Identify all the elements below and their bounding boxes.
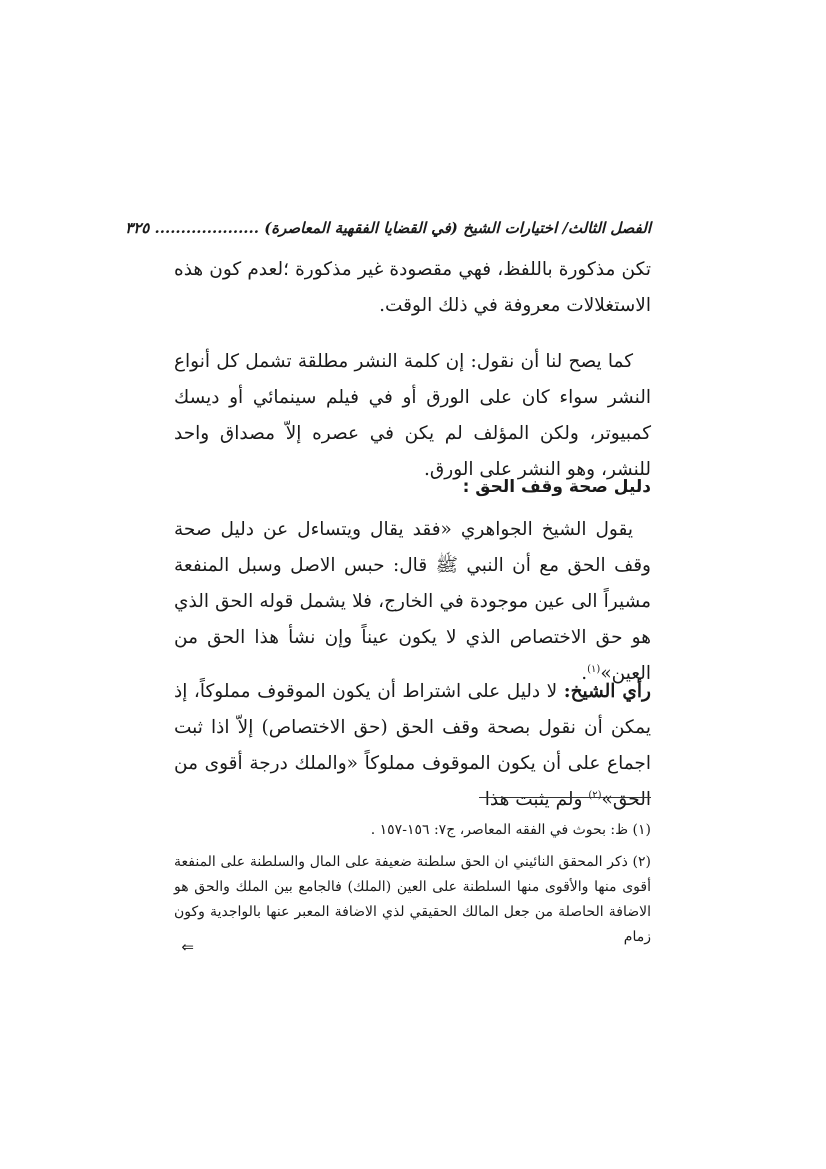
section-heading: دليل صحة وقف الحق : (462, 477, 651, 497)
paragraph-continuation: تكن مذكورة باللفظ، فهي مقصودة غير مذكورة ؛لعدم كون هذه الاستغلالات معروفة في ذلك الوقت. (174, 259, 651, 316)
running-header: الفصل الثالث/ اختيارات الشيخ (في القضايا الفقهية المعاصرة) .................... ٣٢٥ (125, 219, 651, 237)
opinion-text-a: لا دليل على اشتراط أن يكون الموقوف مملوكاً، إذ يمكن أن نقول بصحة وقف الحق (حق الاختصاص) إلاّ اذا ثبت اجماع على أن يكون الموقوف مملوكاً «والملك درجة أقوى من الحق» (174, 681, 651, 810)
opinion-lead: رأي الشيخ: (563, 681, 651, 702)
quote-end: . (581, 663, 588, 684)
footnote-divider (479, 797, 651, 798)
footnote-ref-1: (١) (587, 663, 601, 675)
opinion-text-b: ولم يثبت هذا (484, 789, 589, 810)
paragraph-jawahiri-quote (174, 512, 651, 692)
footnote-2: (٢) ذكر المحقق النائيني ان الحق سلطنة ضعيفة على المال والسلطنة على المنفعة أقوى منها والأقوى منها السلطنة على العين (الملك) فالجامع بين الملك والحق هو الاضافة الحاصلة من جعل المالك الحقيقي لذي الاضافة المعبر عنها بالواجدية وكون زمام (174, 854, 651, 945)
quote-text: يقول الشيخ الجواهري «فقد يقال ويتساءل عن دليل صحة وقف الحق مع أن النبي ﷺ قال: حبس الاصل وسبل المنفعة مشيراً الى عين موجودة في الخارج، فلا يشمل قوله الحق الذي هو حق الاختصاص الذي لا يكون عيناً وإن نشأ هذا الحق من العين» (174, 519, 651, 684)
footnote-ref-2: (٢) (588, 789, 602, 801)
footnote-1: (١) ظ: بحوث في الفقه المعاصر، ج٧: ١٥٦-١٥٧ . (370, 822, 651, 838)
continuation-arrow-icon: ⇐ (181, 938, 194, 956)
paragraph-publishing: كما يصح لنا أن نقول: إن كلمة النشر مطلقة تشمل كل أنواع النشر سواء كان على الورق أو في فيلم سينمائي أو ديسك كمبيوتر، ولكن المؤلف لم يكن في عصره إلاّ مصداق واحد للنشر، وهو النشر على الورق. (174, 351, 651, 480)
